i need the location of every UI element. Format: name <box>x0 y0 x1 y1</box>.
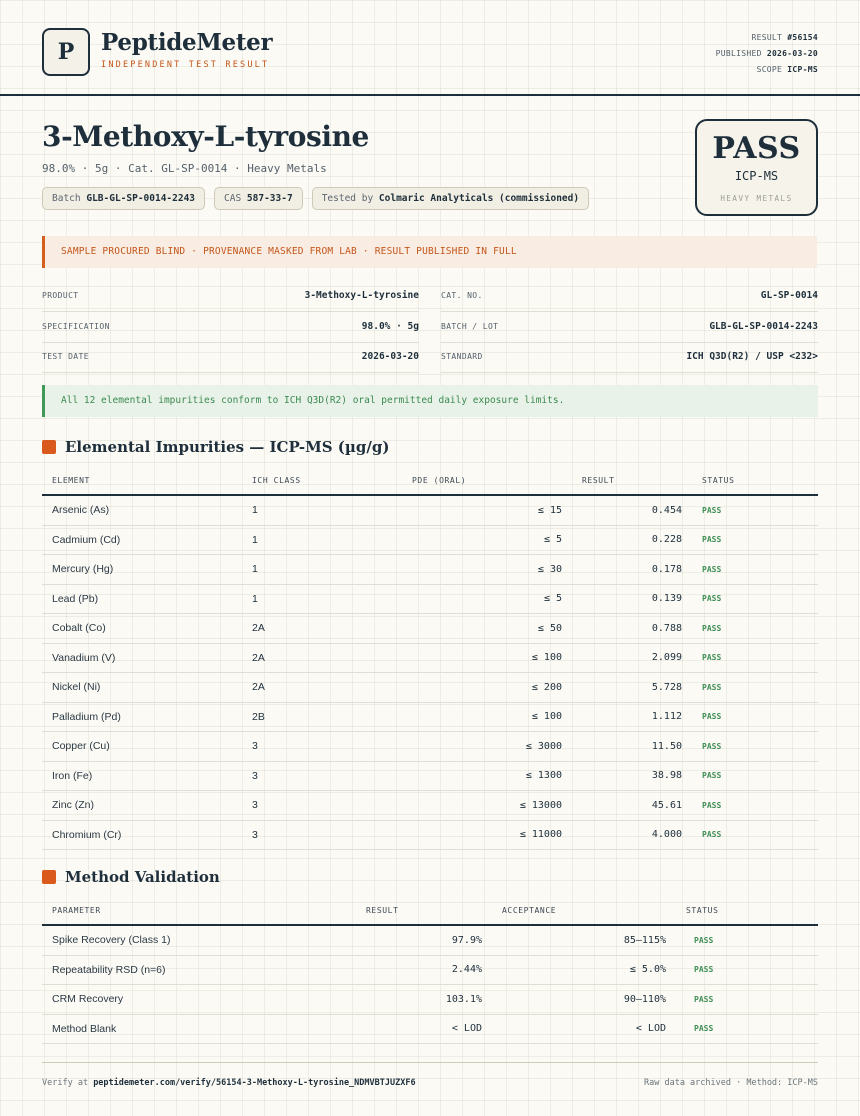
element-name: Iron (Fe) <box>42 761 242 791</box>
ich-class: 2B <box>242 702 402 732</box>
col-val-result: RESULT <box>356 897 492 925</box>
measured-result: 0.228 <box>572 525 692 555</box>
impurity-row <box>42 791 818 821</box>
report-meta <box>716 30 818 78</box>
pde-limit: ≤ 15 <box>402 495 572 525</box>
validation-row <box>42 1014 818 1044</box>
pde-limit: ≤ 1300 <box>402 761 572 791</box>
validation-result: 2.44% <box>356 955 492 985</box>
ich-class: 2A <box>242 614 402 644</box>
brand-tagline: INDEPENDENT TEST RESULT <box>101 60 270 70</box>
status-badge: PASS <box>692 525 818 555</box>
measured-result: 45.61 <box>572 791 692 821</box>
parameter-name: Spike Recovery (Class 1) <box>42 925 356 955</box>
validation-row <box>42 985 818 1015</box>
element-name: Palladium (Pd) <box>42 702 242 732</box>
published-line: PUBLISHED 2026-03-20 <box>715 49 818 58</box>
impurity-row <box>42 525 818 555</box>
status-badge: PASS <box>692 614 818 644</box>
measured-result: 0.788 <box>572 614 692 644</box>
measured-result: 1.112 <box>572 702 692 732</box>
stamp-verdict: PASS <box>712 131 801 166</box>
info-specification: SPECIFICATION 98.0% · 5g <box>42 312 419 343</box>
result-id: #56154 <box>787 33 818 42</box>
ich-class: 2A <box>242 643 402 673</box>
pde-limit: ≤ 11000 <box>402 820 572 850</box>
element-name: Cadmium (Cd) <box>42 525 242 555</box>
ich-class: 1 <box>242 555 402 585</box>
element-name: Lead (Pb) <box>42 584 242 614</box>
status-badge: PASS <box>692 820 818 850</box>
report-footer <box>42 1062 818 1088</box>
product-pills <box>42 187 589 210</box>
info-standard: STANDARD ICH Q3D(R2) / USP <232> <box>441 342 818 373</box>
status-badge: PASS <box>676 1014 818 1044</box>
validation-header-row <box>42 897 818 925</box>
batch-pill: Batch GLB-GL-SP-0014-2243 <box>42 187 205 210</box>
result-id-line: RESULT #56154 <box>751 33 818 42</box>
measured-result: 11.50 <box>572 732 692 762</box>
col-status: STATUS <box>692 467 818 495</box>
published-date: 2026-03-20 <box>766 49 818 58</box>
validation-result: 97.9% <box>356 925 492 955</box>
col-acceptance: ACCEPTANCE <box>492 897 676 925</box>
pde-limit: ≤ 30 <box>402 555 572 585</box>
ich-class: 1 <box>242 584 402 614</box>
measured-result: 0.178 <box>572 555 692 585</box>
pde-limit: ≤ 100 <box>402 643 572 673</box>
col-ich-class: ICH CLASS <box>242 467 402 495</box>
col-pde: PDE (ORAL) <box>402 467 572 495</box>
ich-class: 2A <box>242 673 402 703</box>
ich-class: 3 <box>242 820 402 850</box>
tested-by-pill: Tested by Colmaric Analyticals (commissioned) <box>312 187 589 210</box>
verify-label: Verify at <box>42 1078 89 1088</box>
impurity-row <box>42 555 818 585</box>
section-marker-icon <box>42 440 56 454</box>
ich-class: 3 <box>242 761 402 791</box>
validation-section-header <box>42 868 220 886</box>
parameter-name: CRM Recovery <box>42 985 356 1015</box>
validation-result: 103.1% <box>356 985 492 1015</box>
status-badge: PASS <box>692 702 818 732</box>
status-badge: PASS <box>692 495 818 525</box>
status-badge: PASS <box>676 925 818 955</box>
info-test-date: TEST DATE 2026-03-20 <box>42 342 419 373</box>
element-name: Zinc (Zn) <box>42 791 242 821</box>
element-name: Mercury (Hg) <box>42 555 242 585</box>
measured-result: 5.728 <box>572 673 692 703</box>
impurity-row <box>42 732 818 762</box>
status-badge: PASS <box>692 555 818 585</box>
parameter-name: Repeatability RSD (n=6) <box>42 955 356 985</box>
measured-result: 0.139 <box>572 584 692 614</box>
impurities-section-header <box>42 438 389 456</box>
col-parameter: PARAMETER <box>42 897 356 925</box>
validation-table <box>42 897 818 1044</box>
element-name: Arsenic (As) <box>42 495 242 525</box>
status-badge: PASS <box>676 985 818 1015</box>
element-name: Chromium (Cr) <box>42 820 242 850</box>
report-header <box>0 0 860 96</box>
ich-class: 1 <box>242 525 402 555</box>
impurity-row <box>42 643 818 673</box>
pde-limit: ≤ 13000 <box>402 791 572 821</box>
pde-limit: ≤ 3000 <box>402 732 572 762</box>
section-marker-icon <box>42 870 56 884</box>
scope-value: ICP-MS <box>787 65 818 74</box>
footer-archive-note: Raw data archived · Method: ICP-MS <box>644 1078 818 1088</box>
brand-name: PeptideMeter <box>101 29 273 56</box>
impurities-title: Elemental Impurities — ICP-MS (µg/g) <box>65 438 390 456</box>
acceptance-range: ≤ 5.0% <box>492 955 676 985</box>
impurity-row <box>42 673 818 703</box>
status-badge: PASS <box>692 673 818 703</box>
pde-limit: ≤ 50 <box>402 614 572 644</box>
status-badge: PASS <box>692 761 818 791</box>
cas-pill: CAS 587-33-7 <box>214 187 303 210</box>
measured-result: 38.98 <box>572 761 692 791</box>
acceptance-range: 85–115% <box>492 925 676 955</box>
product-subtitle: 98.0% · 5g · Cat. GL-SP-0014 · Heavy Metals <box>42 162 327 175</box>
parameter-name: Method Blank <box>42 1014 356 1044</box>
impurity-row <box>42 820 818 850</box>
product-title: 3-Methoxy-L-tyrosine <box>42 120 369 153</box>
col-result: RESULT <box>572 467 692 495</box>
pde-limit: ≤ 5 <box>402 525 572 555</box>
impurity-row <box>42 584 818 614</box>
info-batch-lot: BATCH / LOT GLB-GL-SP-0014-2243 <box>441 312 818 343</box>
impurity-row <box>42 614 818 644</box>
element-name: Nickel (Ni) <box>42 673 242 703</box>
pde-limit: ≤ 100 <box>402 702 572 732</box>
validation-title: Method Validation <box>65 868 220 886</box>
scope-line: SCOPE ICP-MS <box>756 65 818 74</box>
element-name: Copper (Cu) <box>42 732 242 762</box>
brand-logo: P <box>42 28 90 76</box>
status-badge: PASS <box>692 791 818 821</box>
status-badge: PASS <box>692 643 818 673</box>
ich-class: 3 <box>242 791 402 821</box>
validation-row <box>42 925 818 955</box>
measured-result: 0.454 <box>572 495 692 525</box>
element-name: Vanadium (V) <box>42 643 242 673</box>
measured-result: 2.099 <box>572 643 692 673</box>
col-val-status: STATUS <box>676 897 818 925</box>
validation-result: < LOD <box>356 1014 492 1044</box>
stamp-method: ICP-MS <box>734 169 779 183</box>
element-name: Cobalt (Co) <box>42 614 242 644</box>
blind-procurement-notice: SAMPLE PROCURED BLIND · PROVENANCE MASKED FROM LAB · RESULT PUBLISHED IN FULL <box>42 236 817 268</box>
status-badge: PASS <box>676 955 818 985</box>
impurity-row <box>42 495 818 525</box>
acceptance-range: 90–110% <box>492 985 676 1015</box>
info-product: PRODUCT 3-Methoxy-L-tyrosine <box>42 281 419 312</box>
measured-result: 4.000 <box>572 820 692 850</box>
validation-row <box>42 955 818 985</box>
status-badge: PASS <box>692 584 818 614</box>
stamp-category: HEAVY METALS <box>720 194 793 203</box>
status-badge: PASS <box>692 732 818 762</box>
impurities-header-row <box>42 467 818 495</box>
impurity-row <box>42 761 818 791</box>
pde-limit: ≤ 5 <box>402 584 572 614</box>
ich-class: 1 <box>242 495 402 525</box>
impurities-table <box>42 467 818 850</box>
conformity-notice: All 12 elemental impurities conform to ICH Q3D(R2) oral permitted daily exposure limits. <box>42 385 818 417</box>
verify-link[interactable]: peptidemeter.com/verify/56154-3-Methoxy-L-tyrosine_NDMVBTJUZXF6 <box>93 1078 416 1088</box>
pde-limit: ≤ 200 <box>402 673 572 703</box>
pass-stamp <box>695 119 818 216</box>
col-element: ELEMENT <box>42 467 242 495</box>
acceptance-range: < LOD <box>492 1014 676 1044</box>
ich-class: 3 <box>242 732 402 762</box>
impurity-row <box>42 702 818 732</box>
info-cat-no: CAT. NO. GL-SP-0014 <box>441 281 818 312</box>
